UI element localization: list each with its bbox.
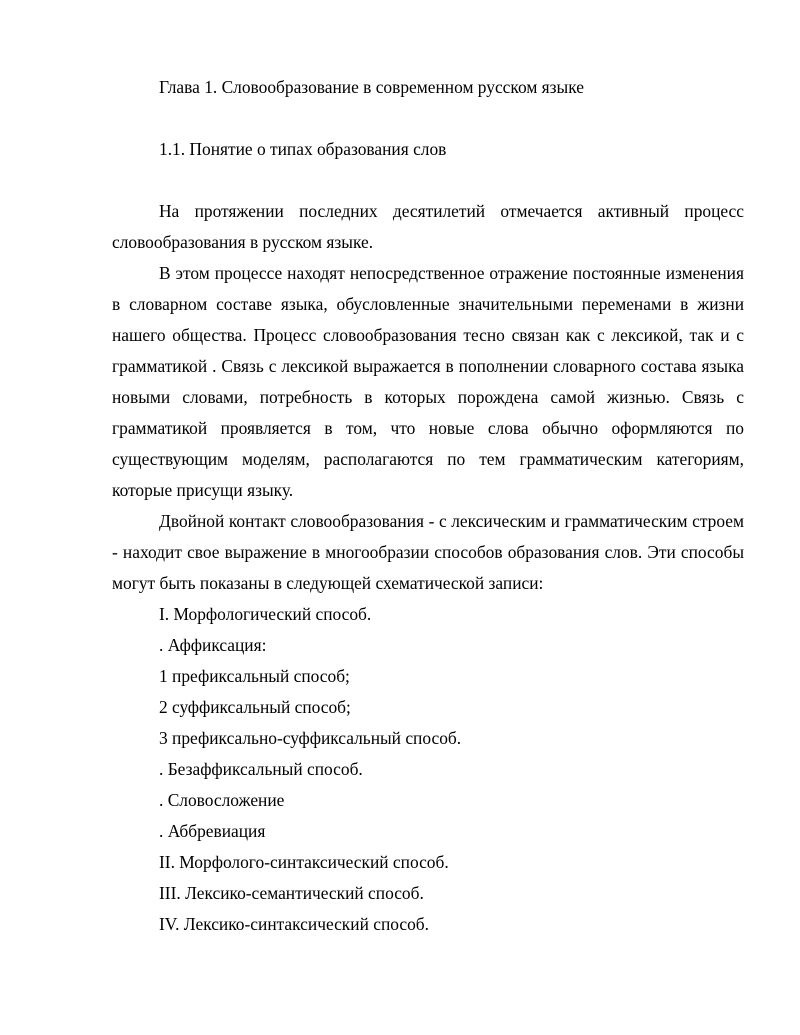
- list-item: . Безаффиксальный способ.: [159, 759, 363, 779]
- word-formation-scheme-list: [112, 599, 744, 940]
- document-body: [112, 72, 744, 940]
- section-title: 1.1. Понятие о типах образования слов: [159, 139, 447, 159]
- list-item: III. Лексико-семантический способ.: [159, 883, 424, 903]
- list-item: 2 суффиксальный способ;: [159, 697, 351, 717]
- list-item: IV. Лексико-синтаксический способ.: [159, 914, 429, 934]
- paragraph-3: Двойной контакт словообразования - с лексическим и грамматическим строем - находит свое выражение в многообразии способов образования слов. Эти способы могут быть показаны в следующей схематической записи:: [112, 511, 744, 593]
- list-item: 3 префиксально-суффиксальный способ.: [159, 728, 462, 748]
- list-item: 1 префиксальный способ;: [159, 666, 350, 686]
- paragraph-1: На протяжении последних десятилетий отмечается активный процесс словообразования в русском языке.: [112, 201, 744, 252]
- list-item: . Аффиксация:: [159, 635, 267, 655]
- list-item: II. Морфолого-синтаксический способ.: [159, 852, 449, 872]
- list-item: . Аббревиация: [159, 821, 266, 841]
- list-item: . Словосложение: [159, 790, 285, 810]
- list-item: I. Морфологический способ.: [159, 604, 372, 624]
- chapter-title: Глава 1. Словообразование в современном русском языке: [159, 77, 584, 97]
- paragraph-2: В этом процессе находят непосредственное отражение постоянные изменения в словарном составе языка, обусловленные значительными переменами в жизни нашего общества. Процесс словообразования тесно связан как с лексикой, так и с грамматикой . Связь с лексикой выражается в пополнении словарного состава языка новыми словами, потребность в которых порождена самой жизнью. Связь с грамматикой проявляется в том, что новые слова обычно оформляются по существующим моделям, располагаются по тем грамматическим категориям, которые присущи языку.: [112, 263, 744, 500]
